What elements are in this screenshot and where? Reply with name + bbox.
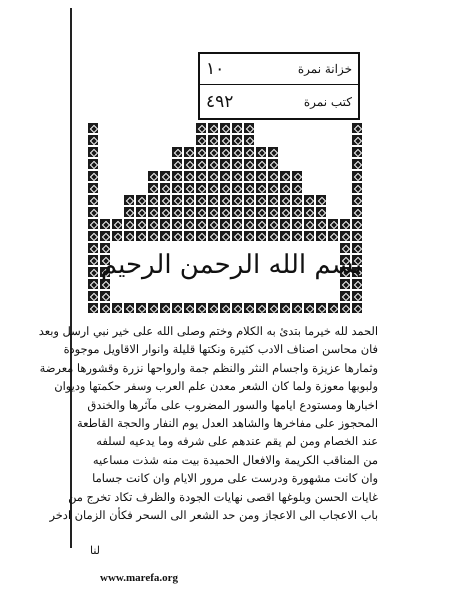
ornament-tile: [183, 170, 195, 182]
body-line: الحمد لله خيرما بتدئ به الكلام وختم وصلى الله على خير نبي ارسل وبعد: [38, 324, 378, 338]
ornament-tile: [219, 218, 231, 230]
ornament-tile: [279, 206, 291, 218]
ornament-tile: [147, 302, 159, 314]
ornament-tile: [111, 302, 123, 314]
ornament-tile: [183, 206, 195, 218]
ornament-tile: [219, 122, 231, 134]
ornament-tile: [195, 122, 207, 134]
ornament-tile: [87, 218, 99, 230]
ornament-tile: [207, 182, 219, 194]
ornament-tile: [303, 194, 315, 206]
ornament-tile: [255, 230, 267, 242]
ornament-tile: [183, 302, 195, 314]
ornament-tile: [291, 230, 303, 242]
ornament-tile: [351, 146, 363, 158]
ornament-tile: [219, 182, 231, 194]
ornament-tile: [351, 158, 363, 170]
body-line: باب الاعجاب الى الاعجاز ومن حد الشعر الى السحر فكأن الزمان ادخر: [49, 508, 378, 523]
ornament-tile: [267, 218, 279, 230]
ornament-tile: [183, 146, 195, 158]
stamp-books-number: ٤٩٢: [206, 91, 234, 112]
ornament-tile: [255, 302, 267, 314]
ornament-tile: [135, 302, 147, 314]
ornament-tile: [147, 218, 159, 230]
stamp-row-collection: [200, 54, 358, 85]
ornament-tile: [243, 302, 255, 314]
ornament-tile: [351, 302, 363, 314]
ornament-tile: [87, 170, 99, 182]
ornament-tile: [87, 290, 99, 302]
ornament-tile: [171, 302, 183, 314]
ornament-tile: [123, 230, 135, 242]
ornament-tile: [339, 302, 351, 314]
ornament-tile: [171, 194, 183, 206]
body-line: المحجوز على مفاخرها والشاهد العدل يوم النفار والحجة القاطعة: [76, 416, 378, 431]
ornament-tile: [219, 230, 231, 242]
ornament-tile: [87, 182, 99, 194]
ornament-tile: [219, 146, 231, 158]
ornament-tile: [183, 230, 195, 242]
body-line: غايات الحسن وبلوغها اقصى نهايات الجودة والظرف تكاد تخرج من: [68, 489, 378, 504]
ornament-tile: [303, 302, 315, 314]
ornament-tile: [171, 146, 183, 158]
ornament-tile: [351, 170, 363, 182]
ornament-tile: [279, 218, 291, 230]
ornament-tile: [99, 302, 111, 314]
ornament-tile: [99, 218, 111, 230]
ornament-tile: [279, 230, 291, 242]
ornament-tile: [135, 206, 147, 218]
ornament-tile: [87, 302, 99, 314]
ornament-tile: [243, 122, 255, 134]
ornament-tile: [267, 302, 279, 314]
body-line: وثمارها عزيزة واجسام النثر والنظم جمة وارواحها نزرة وقشورها معرضة: [39, 360, 378, 375]
ornament-tile: [351, 230, 363, 242]
ornament-tile: [171, 158, 183, 170]
ornament-tile: [159, 170, 171, 182]
ornament-tile: [171, 170, 183, 182]
ornament-tile: [207, 206, 219, 218]
ornament-tile: [207, 158, 219, 170]
ornament-tile: [339, 218, 351, 230]
stamp-collection-number: ١٠: [206, 59, 225, 79]
signature-mark: لنا: [90, 544, 101, 557]
ornament-tile: [291, 194, 303, 206]
ornament-tile: [231, 158, 243, 170]
ornament-tile: [243, 134, 255, 146]
ornament-tile: [171, 230, 183, 242]
body-line: فان محاسن اصناف الادب كثيرة ونكتها قليلة وانوار الاقاويل موجودة: [63, 342, 378, 357]
ornament-tile: [123, 206, 135, 218]
ornament-tile: [123, 302, 135, 314]
body-line: وان كانت مشهورة ودرست على مرور الايام وان كانت جساما: [92, 471, 378, 486]
body-line: اخبارها ومستودع ايامها والسور المضروب على مآثرها والخندق: [87, 397, 378, 412]
ornament-tile: [147, 194, 159, 206]
ornament-tile: [231, 194, 243, 206]
ornament-tile: [195, 194, 207, 206]
ornament-tile: [231, 230, 243, 242]
stamp-collection-label: خزانة نمرة: [297, 62, 352, 76]
ornament-tile: [243, 194, 255, 206]
ornament-tile: [267, 146, 279, 158]
ornament-tile: [207, 302, 219, 314]
basmala-title: بسم الله الرحمن الرحيم: [100, 250, 363, 280]
ornament-tile: [231, 146, 243, 158]
body-line: ولبوبها معوزة ولما كان الشعر معدن علم العرب وسفر حكمتها وديوان: [54, 379, 378, 394]
ornament-tile: [219, 170, 231, 182]
ornament-tile: [327, 230, 339, 242]
ornament-tile: [231, 182, 243, 194]
ornament-tile: [195, 170, 207, 182]
ornament-tile: [99, 290, 111, 302]
ornament-tile: [147, 206, 159, 218]
ornament-tile: [351, 194, 363, 206]
ornament-tile: [255, 170, 267, 182]
ornament-tile: [219, 206, 231, 218]
ornament-tile: [195, 206, 207, 218]
ornament-tile: [159, 218, 171, 230]
ornament-tile: [219, 302, 231, 314]
ornament-tile: [351, 182, 363, 194]
ornament-tile: [195, 134, 207, 146]
ornament-tile: [279, 182, 291, 194]
ornament-tile: [267, 182, 279, 194]
ornament-tile: [207, 194, 219, 206]
ornament-tile: [207, 170, 219, 182]
ornament-tile: [231, 218, 243, 230]
ornament-tile: [87, 194, 99, 206]
ornament-tile: [87, 230, 99, 242]
ornament-tile: [87, 158, 99, 170]
ornament-tile: [255, 194, 267, 206]
ornament-tile: [123, 218, 135, 230]
ornament-tile: [255, 146, 267, 158]
ornament-tile: [291, 206, 303, 218]
ornament-tile: [267, 230, 279, 242]
ornament-tile: [315, 230, 327, 242]
stamp-row-books: [200, 86, 358, 117]
ornament-tile: [159, 194, 171, 206]
ornament-tile: [195, 230, 207, 242]
ornament-tile: [183, 194, 195, 206]
ornament-tile: [171, 218, 183, 230]
ornament-tile: [135, 230, 147, 242]
ornament-tile: [351, 206, 363, 218]
ornament-tile: [123, 194, 135, 206]
ornament-tile: [291, 218, 303, 230]
ornament-tile: [303, 206, 315, 218]
ornamental-frame: [87, 122, 371, 316]
body-line: عند الخصام ومن لم يقم عندهم على شرفه وما يدعيه لسلفه: [96, 434, 378, 449]
ornament-tile: [267, 206, 279, 218]
ornament-tile: [207, 122, 219, 134]
ornament-tile: [279, 194, 291, 206]
ornament-tile: [291, 170, 303, 182]
ornament-tile: [267, 158, 279, 170]
footer-url: www.marefa.org: [100, 572, 178, 584]
ornament-tile: [159, 302, 171, 314]
ornament-tile: [279, 302, 291, 314]
ornament-tile: [219, 194, 231, 206]
ornament-tile: [195, 302, 207, 314]
ornament-tile: [267, 170, 279, 182]
ornament-tile: [315, 194, 327, 206]
ornament-tile: [135, 194, 147, 206]
ornament-tile: [159, 230, 171, 242]
ornament-tile: [255, 218, 267, 230]
ornament-tile: [243, 182, 255, 194]
ornament-tile: [183, 158, 195, 170]
ornament-tile: [231, 302, 243, 314]
ornament-tile: [315, 218, 327, 230]
ornament-tile: [159, 206, 171, 218]
ornament-tile: [351, 122, 363, 134]
ornament-tile: [207, 146, 219, 158]
ornament-tile: [255, 206, 267, 218]
ornament-tile: [255, 182, 267, 194]
ornament-tile: [231, 122, 243, 134]
ornament-tile: [267, 194, 279, 206]
ornament-tile: [195, 182, 207, 194]
ornament-tile: [111, 230, 123, 242]
ornament-tile: [171, 182, 183, 194]
ornament-tile: [195, 146, 207, 158]
ornament-tile: [315, 206, 327, 218]
ornament-tile: [183, 218, 195, 230]
ornament-tile: [279, 170, 291, 182]
ornament-tile: [87, 134, 99, 146]
ornament-tile: [147, 182, 159, 194]
stamp-books-label: كتب نمرة: [303, 94, 352, 109]
ornament-tile: [255, 158, 267, 170]
ornament-tile: [351, 218, 363, 230]
ornament-tile: [183, 182, 195, 194]
ornament-tile: [291, 182, 303, 194]
ornament-tile: [339, 290, 351, 302]
ornament-tile: [171, 206, 183, 218]
ornament-tile: [351, 290, 363, 302]
ornament-tile: [195, 218, 207, 230]
ornament-tile: [111, 218, 123, 230]
ornament-tile: [231, 170, 243, 182]
ornament-tile: [243, 146, 255, 158]
ornament-tile: [159, 182, 171, 194]
ornament-tile: [87, 206, 99, 218]
ornament-tile: [87, 122, 99, 134]
ornament-tile: [327, 302, 339, 314]
ornament-tile: [219, 134, 231, 146]
ornament-tile: [207, 134, 219, 146]
ornament-tile: [231, 206, 243, 218]
ornament-tile: [87, 146, 99, 158]
ornament-tile: [291, 302, 303, 314]
library-stamp-box: [198, 52, 360, 120]
ornament-tile: [231, 134, 243, 146]
ornament-tile: [303, 218, 315, 230]
ornament-tile: [303, 230, 315, 242]
ornament-tile: [327, 218, 339, 230]
ornament-tile: [243, 218, 255, 230]
ornament-tile: [351, 134, 363, 146]
ornament-tile: [219, 158, 231, 170]
body-text: [38, 322, 378, 524]
ornament-tile: [207, 230, 219, 242]
ornament-tile: [147, 170, 159, 182]
body-line: من المناقب الكريمة والافعال الحميدة بيت منه شذت مساعيه: [92, 452, 378, 467]
ornament-tile: [339, 230, 351, 242]
ornament-tile: [99, 230, 111, 242]
ornament-tile: [243, 230, 255, 242]
ornament-tile: [147, 230, 159, 242]
ornament-tile: [195, 158, 207, 170]
ornament-tile: [243, 206, 255, 218]
ornament-tile: [315, 302, 327, 314]
ornament-tile: [135, 218, 147, 230]
ornament-tile: [243, 158, 255, 170]
ornament-tile: [207, 218, 219, 230]
ornament-tile: [243, 170, 255, 182]
